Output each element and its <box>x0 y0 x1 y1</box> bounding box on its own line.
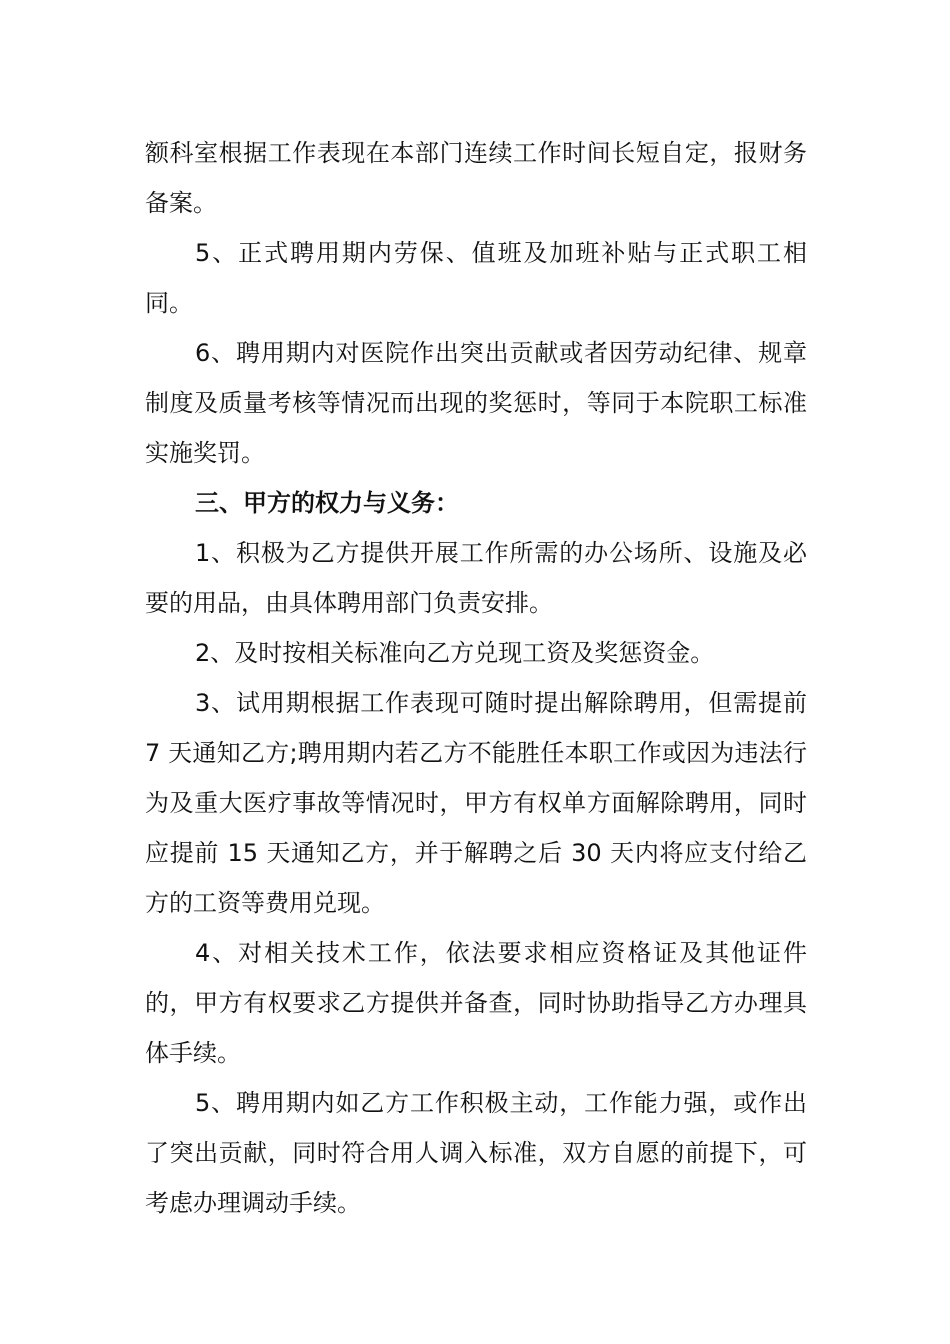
paragraph-item-5-transfer: 5、聘用期内如乙方工作积极主动，工作能力强，或作出了突出贡献，同时符合用人调入标准，双方自愿的前提下，可考虑办理调动手续。 <box>145 1089 807 1217</box>
paragraph-continuation: 额科室根据工作表现在本部门连续工作时间长短自定，报财务备案。 <box>145 139 807 217</box>
paragraph-item-5-benefits: 5、正式聘用期内劳保、值班及加班补贴与正式职工相同。 <box>145 239 807 317</box>
paragraph-item-2-wages: 2、及时按相关标准向乙方兑现工资及奖惩资金。 <box>195 639 715 667</box>
paragraph-item-1-office: 1、积极为乙方提供开展工作所需的办公场所、设施及必要的用品，由具体聘用部门负责安排。 <box>145 539 807 617</box>
paragraph-item-6-rewards: 6、聘用期内对医院作出突出贡献或者因劳动纪律、规章制度及质量考核等情况而出现的奖惩时，等同于本院职工标准实施奖罚。 <box>145 339 807 467</box>
paragraph-item-4-certificates: 4、对相关技术工作，依法要求相应资格证及其他证件的，甲方有权要求乙方提供并备查，同时协助指导乙方办理具体手续。 <box>145 939 807 1067</box>
section-heading-party-a: 三、甲方的权力与义务： <box>195 489 459 517</box>
paragraph-item-3-termination: 3、试用期根据工作表现可随时提出解除聘用，但需提前 7 天通知乙方;聘用期内若乙方不能胜任本职工作或因为违法行为及重大医疗事故等情况时，甲方有权单方面解除聘用，同时应提前 15 天通知乙方，并于解聘之后 30 天内将应支付给乙方的工资等费用兑现。 <box>145 689 807 917</box>
document-page <box>145 128 807 1228</box>
